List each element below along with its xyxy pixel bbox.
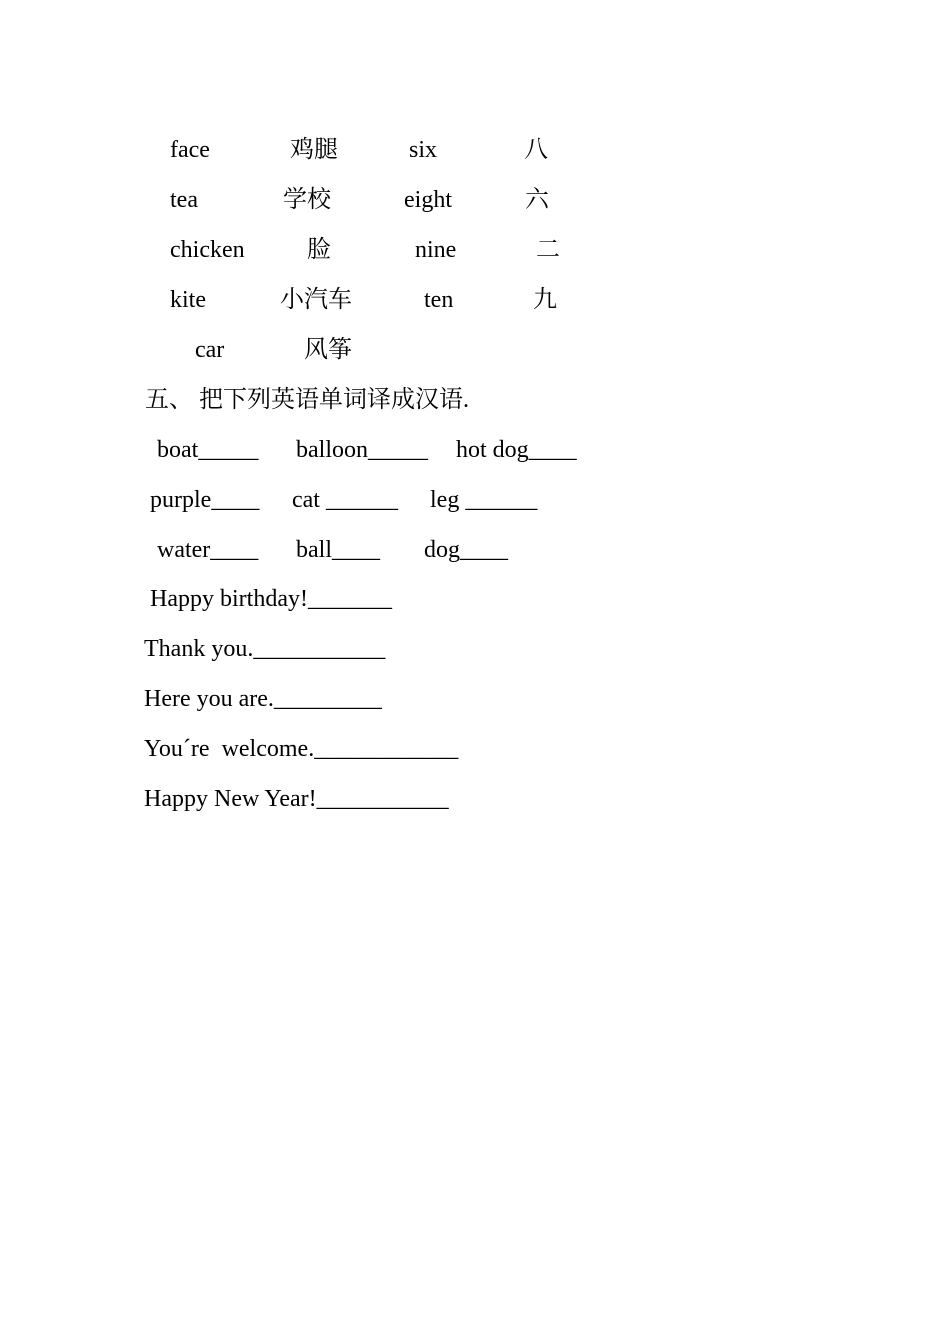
match-number-en: nine [415, 237, 457, 263]
match-word-en: kite [170, 287, 206, 313]
word-blank: leg ______ [430, 487, 538, 513]
match-number-en: eight [404, 187, 452, 213]
phrase-blank: Here you are._________ [144, 686, 382, 712]
word-blank: ball____ [296, 537, 380, 563]
phrase-blank: You´re welcome.____________ [144, 736, 459, 762]
section-heading: 五、 把下列英语单词译成汉语. [145, 387, 469, 413]
phrase-blank: Happy New Year!___________ [144, 786, 449, 812]
match-word-cn: 鸡腿 [290, 137, 338, 163]
match-word-cn: 学校 [283, 187, 331, 213]
match-number-en: six [409, 137, 438, 163]
word-blank: water____ [157, 537, 259, 563]
match-number-en: ten [424, 287, 454, 313]
match-number-cn: 六 [525, 187, 549, 213]
match-word-en: face [170, 137, 210, 163]
match-word-en: chicken [170, 237, 245, 263]
word-blank: balloon_____ [296, 437, 428, 463]
match-number-cn: 八 [524, 137, 548, 163]
match-word-cn: 脸 [307, 237, 331, 263]
word-blank: hot dog____ [456, 437, 577, 463]
word-blank: cat ______ [292, 487, 398, 513]
match-word-cn: 风筝 [304, 337, 352, 363]
match-word-cn: 小汽车 [280, 287, 352, 313]
word-blank: purple____ [150, 487, 260, 513]
match-number-cn: 二 [536, 237, 560, 263]
word-blank: dog____ [424, 537, 508, 563]
phrase-blank: Happy birthday!_______ [150, 586, 392, 612]
match-word-en: tea [170, 187, 198, 213]
word-blank: boat_____ [157, 437, 259, 463]
phrase-blank: Thank you.___________ [144, 636, 386, 662]
match-word-en: car [195, 337, 225, 363]
match-number-cn: 九 [533, 287, 557, 313]
